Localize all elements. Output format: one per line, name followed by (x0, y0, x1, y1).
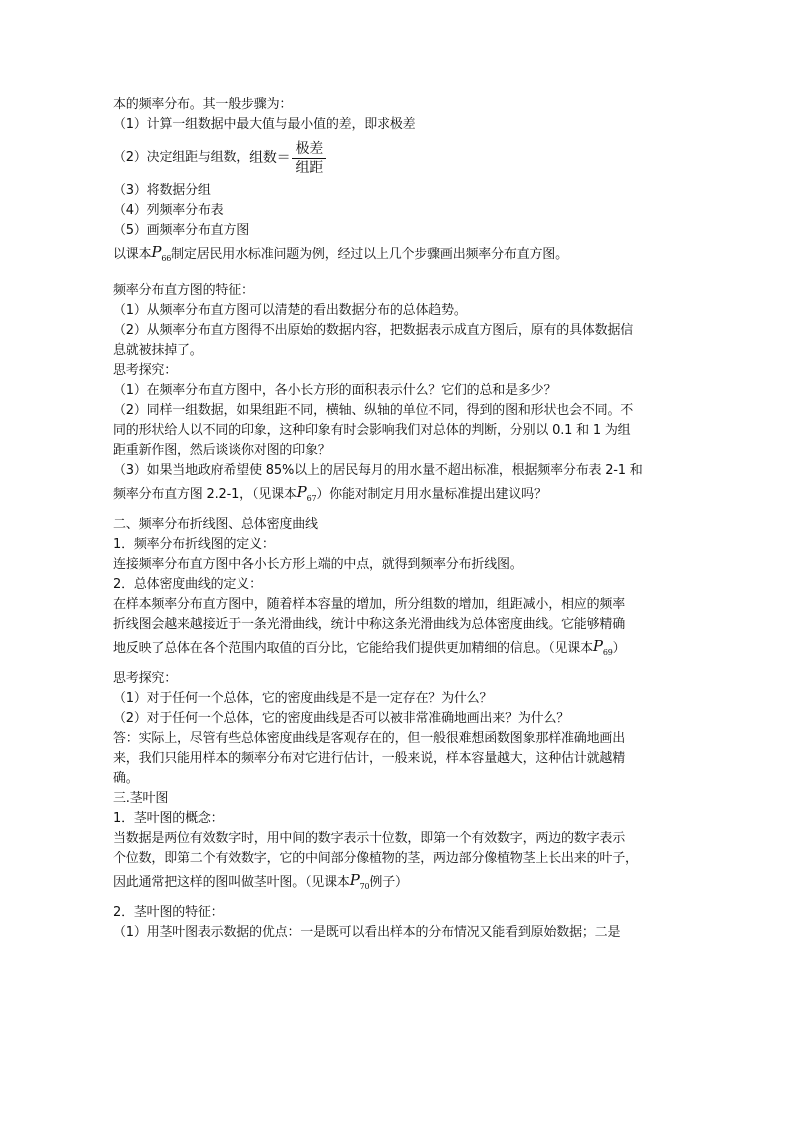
textbook-ref-line (113, 481, 683, 509)
text-span: 制定居民用水标准问题为例，经过以上几个步骤画出频率分布直方图。 (171, 247, 568, 262)
text-line: 个位数，即第二个有效数字，它的中间部分像植物的茎，两边部分像植物茎上长出来的叶子， (113, 851, 638, 866)
page-ref-p: P (151, 242, 162, 261)
textbook-example-line (113, 241, 683, 269)
step-5: （5）画频率分布直方图 (113, 223, 250, 238)
section-heading: 频率分布直方图的特征： (113, 283, 254, 298)
subsection-heading: 1．频率分布折线图的定义： (113, 537, 275, 552)
step-2-text: （2）决定组距与组数， (113, 150, 250, 165)
page-ref-number: 69 (602, 647, 613, 657)
textbook-ref-line (113, 635, 683, 663)
formula-fraction (292, 140, 326, 177)
section-heading: 三.茎叶图 (113, 791, 169, 806)
page-ref-p: P (296, 482, 307, 501)
text-line: （1）在频率分布直方图中，各小长方形的面积表示什么？它们的总和是多少？ (113, 383, 557, 398)
page-ref (151, 242, 171, 269)
page-ref-p: P (592, 636, 603, 655)
step-2 (113, 135, 683, 181)
text-line: （2）同样一组数据，如果组距不同，横轴、纵轴的单位不同，得到的图和形状也会不同。不 (113, 403, 634, 418)
text-line: 同的形状给人以不同的印象，这种印象有时会影响我们对总体的判断，分别以 0.1 和 1 为组 (113, 423, 631, 438)
text-line: 当数据是两位有效数字时，用中间的数字表示十位数，即第一个有效数字，两边的数字表示 (113, 831, 626, 846)
formula-lhs: 组数＝ (249, 150, 291, 166)
text-line: （2）从频率分布直方图得不出原始的数据内容，把数据表示成直方图后，原有的具体数据信 (113, 323, 634, 338)
text-line: （3）如果当地政府希望使 85%以上的居民每月的用水量不超出标准，根据频率分布表 2-1 和 (113, 463, 643, 478)
text-span: 频率分布直方图 2.2-1，（见课本 (113, 487, 297, 502)
text-line: 连接频率分布直方图中各小长方形上端的中点，就得到频率分布折线图。 (113, 557, 523, 572)
text-span: 地反映了总体在各个范围内取值的百分比，它能给我们提供更加精细的信息。（见课本 (113, 641, 593, 656)
subsection-heading: 2．茎叶图的特征： (113, 905, 224, 920)
text-span: 因此通常把这样的图叫做茎叶图。（见课本 (113, 875, 350, 890)
text-span: 例子） (369, 875, 408, 890)
page-ref (297, 482, 317, 509)
page-ref-number: 66 (161, 253, 172, 263)
text-line: 息就被抹掉了。 (113, 343, 203, 358)
text-span: ）你能对制定月用水量标准提出建议吗？ (316, 487, 547, 502)
text-line: 答：实际上，尽管有些总体密度曲线是客观存在的，但一般很难想函数图象那样准确地画出 (113, 731, 626, 746)
textbook-ref-line (113, 869, 683, 897)
text-line: 确。 (113, 771, 139, 786)
section-heading: 思考探究： (113, 363, 178, 378)
step-4: （4）列频率分布表 (113, 203, 224, 218)
text-line: （1）从频率分布直方图可以清楚的看出数据分布的总体趋势。 (113, 303, 467, 318)
page-ref (350, 870, 370, 897)
text-line: 距重新作图，然后谈谈你对图的印象？ (113, 443, 331, 458)
text-line: （1）用茎叶图表示数据的优点：一是既可以看出样本的分布情况又能看到原始数据；二是 (113, 925, 621, 940)
text-line: 本的频率分布。其一般步骤为： (113, 97, 293, 112)
text-line: （1）对于任何一个总体，它的密度曲线是不是一定存在？为什么？ (113, 691, 493, 706)
subsection-heading: 1．茎叶图的概念： (113, 811, 224, 826)
document-body (113, 95, 683, 943)
page-ref-number: 67 (306, 493, 317, 503)
page-ref (593, 636, 613, 663)
text-line: 在样本频率分布直方图中，随着样本容量的增加，所分组数的增加，组距减小，相应的频率 (113, 597, 626, 612)
text-line: 折线图会越来越接近于一条光滑曲线，统计中称这条光滑曲线为总体密度曲线。它能够精确 (113, 617, 626, 632)
section-heading: 二、频率分布折线图、总体密度曲线 (113, 517, 318, 532)
fraction-numerator: 极差 (295, 140, 324, 157)
step-1: （1）计算一组数据中最大值与最小值的差，即求极差 (113, 117, 416, 132)
text-span: 以课本 (113, 247, 152, 262)
text-line: 来，我们只能用样本的频率分布对它进行估计，一般来说，样本容量越大，这种估计就越精 (113, 751, 626, 766)
text-line: （2）对于任何一个总体，它的密度曲线是否可以被非常准确地画出来？为什么？ (113, 711, 570, 726)
fraction-denominator: 组距 (295, 159, 324, 176)
section-heading: 思考探究： (113, 671, 178, 686)
text-span: ） (612, 641, 626, 656)
step-3: （3）将数据分组 (113, 183, 211, 198)
page-ref-p: P (349, 870, 360, 889)
page-ref-number: 70 (359, 881, 370, 891)
subsection-heading: 2．总体密度曲线的定义： (113, 577, 262, 592)
